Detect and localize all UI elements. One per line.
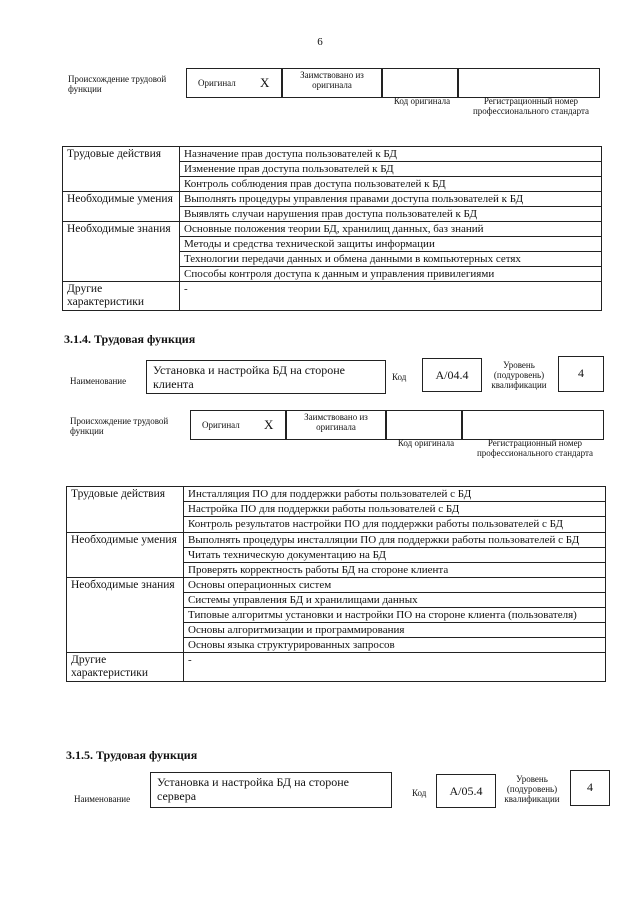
level-label-315: Уровень (подуровень) квалификации [504, 774, 560, 804]
borrowed-label: Заимствовано из оригинала [304, 412, 368, 432]
labor-actions-label: Трудовые действия [67, 487, 184, 533]
knowledge-label: Необходимые знания [63, 222, 180, 282]
original-mark: X [260, 75, 270, 90]
skills-label: Необходимые умения [63, 192, 180, 222]
labor-action: Изменение прав доступа пользователей к БД [180, 162, 602, 177]
knowledge-item: Основы операционных систем [184, 578, 606, 593]
skill: Проверять корректность работы БД на стороне клиента [184, 563, 606, 578]
knowledge-item: Технологии передачи данных и обмена данными в компьютерных сетях [180, 252, 602, 267]
section-heading-314: 3.1.4. Трудовая функция [64, 332, 196, 346]
origin-label: Происхождение трудовой функции [68, 74, 167, 94]
other-label: Другие характеристики [67, 653, 184, 682]
code-original-label: Код оригинала [397, 438, 455, 448]
level-label-314: Уровень (подуровень) квалификации [491, 360, 547, 390]
other-value: - [180, 282, 602, 311]
name-label-314: Наименование [70, 376, 127, 386]
other-value: - [184, 653, 606, 682]
labor-action: Настройка ПО для поддержки работы пользователей с БД [184, 502, 606, 517]
labor-action: Контроль результатов настройки ПО для поддержки работы пользователей с БД [184, 517, 606, 533]
name-value-314: Установка и настройка БД на стороне клиента [146, 360, 386, 394]
labor-actions-label: Трудовые действия [63, 147, 180, 192]
other-label: Другие характеристики [63, 282, 180, 311]
section-heading-315: 3.1.5. Трудовая функция [66, 748, 198, 762]
knowledge-item: Способы контроля доступа к данным и управления привилегиями [180, 267, 602, 282]
original-label: Оригинал [198, 78, 236, 88]
skill: Читать техническую документацию на БД [184, 548, 606, 563]
name-value-315: Установка и настройка БД на стороне сервера [150, 772, 392, 808]
code-value-314: А/04.4 [422, 358, 482, 392]
knowledge-item: Типовые алгоритмы установки и настройки ПО на стороне клиента (пользователя) [184, 608, 606, 623]
code-original-box [382, 68, 458, 98]
function-table-1 [62, 146, 602, 311]
knowledge-item: Основы алгоритмизации и программирования [184, 623, 606, 638]
original-label: Оригинал [202, 420, 240, 430]
labor-action: Контроль соблюдения прав доступа пользователей к БД [180, 177, 602, 192]
code-label-314: Код [392, 372, 407, 382]
borrowed-label: Заимствовано из оригинала [300, 70, 364, 90]
labor-action: Назначение прав доступа пользователей к БД [180, 147, 602, 162]
skill: Выявлять случаи нарушения прав доступа пользователей к БД [180, 207, 602, 222]
name-label-315: Наименование [74, 794, 131, 804]
reg-number-label: Регистрационный номер профессионального стандарта [476, 438, 594, 458]
original-mark: X [264, 417, 274, 432]
knowledge-item: Основы языка структурированных запросов [184, 638, 606, 653]
code-label-315: Код [412, 788, 427, 798]
reg-number-box [462, 410, 604, 440]
code-value-315: А/05.4 [436, 774, 496, 808]
code-original-label: Код оригинала [393, 96, 451, 106]
function-table-2 [66, 486, 606, 682]
knowledge-item: Системы управления БД и хранилищами данных [184, 593, 606, 608]
labor-action: Инсталляция ПО для поддержки работы пользователей с БД [184, 487, 606, 502]
level-value-314: 4 [558, 356, 604, 392]
knowledge-item: Методы и средства технической защиты информации [180, 237, 602, 252]
page-number: 6 [317, 36, 323, 48]
level-value-315: 4 [570, 770, 610, 806]
origin-label: Происхождение трудовой функции [70, 416, 169, 436]
skills-label: Необходимые умения [67, 533, 184, 578]
code-original-box [386, 410, 462, 440]
knowledge-item: Основные положения теории БД, хранилищ данных, баз знаний [180, 222, 602, 237]
reg-number-box [458, 68, 600, 98]
reg-number-label: Регистрационный номер профессионального стандарта [472, 96, 590, 116]
skill: Выполнять процедуры инсталляции ПО для поддержки работы пользователей с БД [184, 533, 606, 548]
skill: Выполнять процедуры управления правами доступа пользователей к БД [180, 192, 602, 207]
knowledge-label: Необходимые знания [67, 578, 184, 653]
